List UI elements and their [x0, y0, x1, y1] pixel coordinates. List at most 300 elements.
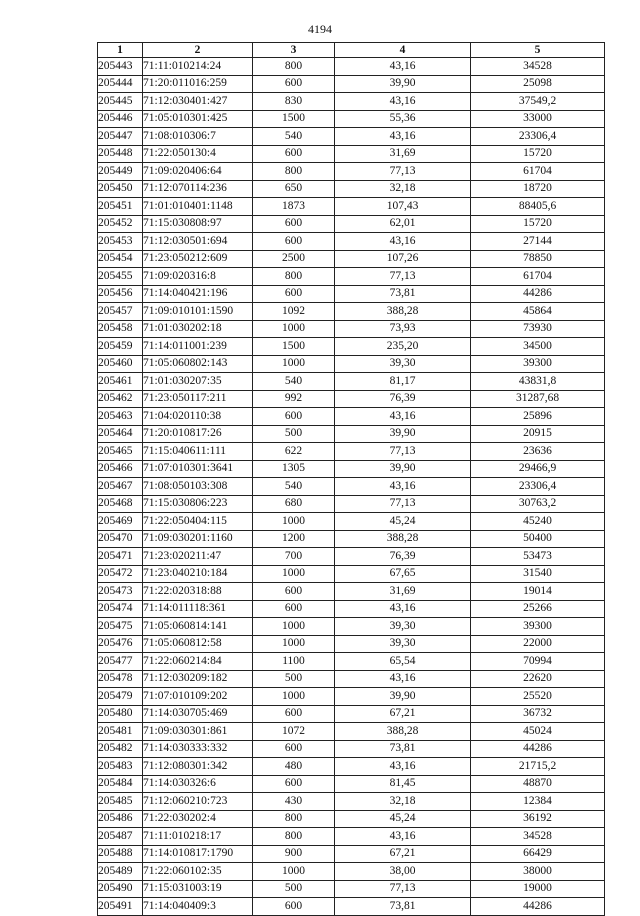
- row-number-cell: 205482: [98, 740, 143, 758]
- row-number-cell: 205453: [98, 233, 143, 251]
- table-row: [98, 478, 605, 496]
- table-row: [98, 163, 605, 181]
- value-cell: 20915: [471, 425, 605, 443]
- value-cell: 61704: [471, 268, 605, 286]
- row-number-cell: 205457: [98, 303, 143, 321]
- area-cell: 1500: [253, 338, 335, 356]
- rate-cell: 388,28: [335, 530, 471, 548]
- value-cell: 34528: [471, 828, 605, 846]
- value-cell: 25520: [471, 688, 605, 706]
- cadastral-number-cell: 71:01:010401:1148: [143, 198, 253, 216]
- table-row: [98, 198, 605, 216]
- area-cell: 600: [253, 705, 335, 723]
- area-cell: 900: [253, 845, 335, 863]
- area-cell: 1000: [253, 863, 335, 881]
- cadastral-number-cell: 71:12:060210:723: [143, 793, 253, 811]
- value-cell: 38000: [471, 863, 605, 881]
- table-row: [98, 723, 605, 741]
- area-cell: 1000: [253, 355, 335, 373]
- value-cell: 23636: [471, 443, 605, 461]
- value-cell: 19000: [471, 880, 605, 898]
- row-number-cell: 205481: [98, 723, 143, 741]
- area-cell: 600: [253, 775, 335, 793]
- table-row: [98, 75, 605, 93]
- cadastral-number-cell: 71:07:010301:3641: [143, 460, 253, 478]
- table-row: [98, 425, 605, 443]
- value-cell: 25896: [471, 408, 605, 426]
- row-number-cell: 205479: [98, 688, 143, 706]
- row-number-cell: 205490: [98, 880, 143, 898]
- rate-cell: 73,81: [335, 285, 471, 303]
- rate-cell: 76,39: [335, 390, 471, 408]
- row-number-cell: 205459: [98, 338, 143, 356]
- area-cell: 800: [253, 163, 335, 181]
- rate-cell: 45,24: [335, 810, 471, 828]
- cadastral-number-cell: 71:15:030808:97: [143, 215, 253, 233]
- row-number-cell: 205462: [98, 390, 143, 408]
- cadastral-number-cell: 71:23:020211:47: [143, 548, 253, 566]
- page-number: 4194: [308, 22, 332, 36]
- value-cell: 66429: [471, 845, 605, 863]
- rate-cell: 388,28: [335, 723, 471, 741]
- cadastral-number-cell: 71:14:040409:3: [143, 898, 253, 916]
- cadastral-number-cell: 71:23:050212:609: [143, 250, 253, 268]
- area-cell: 600: [253, 285, 335, 303]
- value-cell: 23306,4: [471, 478, 605, 496]
- rate-cell: 43,16: [335, 233, 471, 251]
- area-cell: 500: [253, 425, 335, 443]
- row-number-cell: 205474: [98, 600, 143, 618]
- table-row: [98, 93, 605, 111]
- value-cell: 29466,9: [471, 460, 605, 478]
- cadastral-number-cell: 71:14:040421:196: [143, 285, 253, 303]
- table-row: [98, 495, 605, 513]
- row-number-cell: 205475: [98, 618, 143, 636]
- column-header: 3: [253, 43, 335, 58]
- cadastral-number-cell: 71:08:050103:308: [143, 478, 253, 496]
- value-cell: 44286: [471, 285, 605, 303]
- value-cell: 33000: [471, 110, 605, 128]
- rate-cell: 38,00: [335, 863, 471, 881]
- table-row: [98, 600, 605, 618]
- cadastral-number-cell: 71:15:030806:223: [143, 495, 253, 513]
- value-cell: 31287,68: [471, 390, 605, 408]
- row-number-cell: 205466: [98, 460, 143, 478]
- header-row: [98, 43, 605, 58]
- value-cell: 37549,2: [471, 93, 605, 111]
- table-row: [98, 58, 605, 76]
- rate-cell: 31,69: [335, 583, 471, 601]
- row-number-cell: 205488: [98, 845, 143, 863]
- row-number-cell: 205452: [98, 215, 143, 233]
- value-cell: 25098: [471, 75, 605, 93]
- rate-cell: 67,21: [335, 845, 471, 863]
- cadastral-number-cell: 71:20:010817:26: [143, 425, 253, 443]
- cadastral-number-cell: 71:01:030202:18: [143, 320, 253, 338]
- cadastral-number-cell: 71:20:011016:259: [143, 75, 253, 93]
- area-cell: 1000: [253, 618, 335, 636]
- area-cell: 600: [253, 740, 335, 758]
- table-row: [98, 810, 605, 828]
- rate-cell: 31,69: [335, 145, 471, 163]
- value-cell: 30763,2: [471, 495, 605, 513]
- rate-cell: 81,17: [335, 373, 471, 391]
- cadastral-number-cell: 71:12:080301:342: [143, 758, 253, 776]
- value-cell: 18720: [471, 180, 605, 198]
- row-number-cell: 205446: [98, 110, 143, 128]
- cadastral-number-cell: 71:23:050117:211: [143, 390, 253, 408]
- rate-cell: 39,30: [335, 635, 471, 653]
- cadastral-number-cell: 71:05:010301:425: [143, 110, 253, 128]
- area-cell: 600: [253, 215, 335, 233]
- value-cell: 34528: [471, 58, 605, 76]
- row-number-cell: 205463: [98, 408, 143, 426]
- value-cell: 61704: [471, 163, 605, 181]
- column-header: 4: [335, 43, 471, 58]
- table-row: [98, 285, 605, 303]
- rate-cell: 76,39: [335, 548, 471, 566]
- area-cell: 800: [253, 268, 335, 286]
- cadastral-number-cell: 71:22:030202:4: [143, 810, 253, 828]
- cadastral-number-cell: 71:05:060812:58: [143, 635, 253, 653]
- row-number-cell: 205477: [98, 653, 143, 671]
- rate-cell: 43,16: [335, 478, 471, 496]
- rate-cell: 67,65: [335, 565, 471, 583]
- cadastral-number-cell: 71:09:030201:1160: [143, 530, 253, 548]
- value-cell: 45864: [471, 303, 605, 321]
- rate-cell: 39,90: [335, 75, 471, 93]
- table-row: [98, 670, 605, 688]
- row-number-cell: 205483: [98, 758, 143, 776]
- value-cell: 39300: [471, 355, 605, 373]
- area-cell: 1100: [253, 653, 335, 671]
- cadastral-number-cell: 71:04:020110:38: [143, 408, 253, 426]
- column-header: 1: [98, 43, 143, 58]
- table-row: [98, 688, 605, 706]
- row-number-cell: 205486: [98, 810, 143, 828]
- table-row: [98, 548, 605, 566]
- table-row: [98, 828, 605, 846]
- area-cell: 830: [253, 93, 335, 111]
- area-cell: 650: [253, 180, 335, 198]
- rate-cell: 32,18: [335, 180, 471, 198]
- row-number-cell: 205468: [98, 495, 143, 513]
- area-cell: 1305: [253, 460, 335, 478]
- row-number-cell: 205443: [98, 58, 143, 76]
- row-number-cell: 205476: [98, 635, 143, 653]
- value-cell: 23306,4: [471, 128, 605, 146]
- row-number-cell: 205480: [98, 705, 143, 723]
- row-number-cell: 205449: [98, 163, 143, 181]
- rate-cell: 77,13: [335, 880, 471, 898]
- rate-cell: 43,16: [335, 58, 471, 76]
- table-row: [98, 530, 605, 548]
- row-number-cell: 205485: [98, 793, 143, 811]
- table-row: [98, 740, 605, 758]
- value-cell: 39300: [471, 618, 605, 636]
- value-cell: 25266: [471, 600, 605, 618]
- area-cell: 600: [253, 600, 335, 618]
- area-cell: 540: [253, 373, 335, 391]
- cadastral-number-cell: 71:22:060214:84: [143, 653, 253, 671]
- cadastral-number-cell: 71:14:030705:469: [143, 705, 253, 723]
- table-row: [98, 863, 605, 881]
- row-number-cell: 205445: [98, 93, 143, 111]
- cadastral-number-cell: 71:11:010214:24: [143, 58, 253, 76]
- row-number-cell: 205451: [98, 198, 143, 216]
- area-cell: 1092: [253, 303, 335, 321]
- table-row: [98, 303, 605, 321]
- cadastral-number-cell: 71:12:070114:236: [143, 180, 253, 198]
- row-number-cell: 205484: [98, 775, 143, 793]
- value-cell: 15720: [471, 215, 605, 233]
- area-cell: 600: [253, 898, 335, 916]
- cadastral-number-cell: 71:14:011118:361: [143, 600, 253, 618]
- rate-cell: 45,24: [335, 513, 471, 531]
- value-cell: 53473: [471, 548, 605, 566]
- table-row: [98, 233, 605, 251]
- value-cell: 73930: [471, 320, 605, 338]
- rate-cell: 107,43: [335, 198, 471, 216]
- table-row: [98, 110, 605, 128]
- table-row: [98, 128, 605, 146]
- table-row: [98, 145, 605, 163]
- row-number-cell: 205444: [98, 75, 143, 93]
- rate-cell: 65,54: [335, 653, 471, 671]
- rate-cell: 43,16: [335, 670, 471, 688]
- rate-cell: 43,16: [335, 600, 471, 618]
- value-cell: 44286: [471, 898, 605, 916]
- row-number-cell: 205455: [98, 268, 143, 286]
- value-cell: 43831,8: [471, 373, 605, 391]
- cadastral-number-cell: 71:12:030501:694: [143, 233, 253, 251]
- table-row: [98, 880, 605, 898]
- cadastral-number-cell: 71:12:030209:182: [143, 670, 253, 688]
- row-number-cell: 205487: [98, 828, 143, 846]
- value-cell: 45240: [471, 513, 605, 531]
- table-row: [98, 635, 605, 653]
- area-cell: 992: [253, 390, 335, 408]
- cadastral-number-cell: 71:11:010218:17: [143, 828, 253, 846]
- rate-cell: 43,16: [335, 828, 471, 846]
- row-number-cell: 205471: [98, 548, 143, 566]
- rate-cell: 388,28: [335, 303, 471, 321]
- rate-cell: 77,13: [335, 443, 471, 461]
- table-row: [98, 338, 605, 356]
- area-cell: 600: [253, 583, 335, 601]
- area-cell: 1000: [253, 320, 335, 338]
- area-cell: 500: [253, 670, 335, 688]
- area-cell: 1072: [253, 723, 335, 741]
- table-row: [98, 268, 605, 286]
- rate-cell: 39,90: [335, 688, 471, 706]
- rate-cell: 43,16: [335, 128, 471, 146]
- rate-cell: 67,21: [335, 705, 471, 723]
- cadastral-number-cell: 71:09:030301:861: [143, 723, 253, 741]
- rate-cell: 77,13: [335, 268, 471, 286]
- row-number-cell: 205447: [98, 128, 143, 146]
- row-number-cell: 205454: [98, 250, 143, 268]
- table-row: [98, 793, 605, 811]
- cadastral-number-cell: 71:14:011001:239: [143, 338, 253, 356]
- table-row: [98, 775, 605, 793]
- rate-cell: 62,01: [335, 215, 471, 233]
- cadastral-number-cell: 71:14:030326:6: [143, 775, 253, 793]
- value-cell: 27144: [471, 233, 605, 251]
- cadastral-number-cell: 71:07:010109:202: [143, 688, 253, 706]
- rate-cell: 77,13: [335, 495, 471, 513]
- value-cell: 48870: [471, 775, 605, 793]
- value-cell: 36732: [471, 705, 605, 723]
- table-row: [98, 373, 605, 391]
- row-number-cell: 205470: [98, 530, 143, 548]
- table-row: [98, 583, 605, 601]
- value-cell: 44286: [471, 740, 605, 758]
- row-number-cell: 205478: [98, 670, 143, 688]
- area-cell: 1500: [253, 110, 335, 128]
- table-row: [98, 758, 605, 776]
- rate-cell: 73,81: [335, 898, 471, 916]
- rate-cell: 39,90: [335, 460, 471, 478]
- area-cell: 800: [253, 58, 335, 76]
- table-row: [98, 618, 605, 636]
- table-row: [98, 250, 605, 268]
- area-cell: 600: [253, 75, 335, 93]
- cadastral-number-cell: 71:05:060802:143: [143, 355, 253, 373]
- value-cell: 22620: [471, 670, 605, 688]
- cadastral-number-cell: 71:15:031003:19: [143, 880, 253, 898]
- rate-cell: 43,16: [335, 93, 471, 111]
- row-number-cell: 205489: [98, 863, 143, 881]
- area-cell: 680: [253, 495, 335, 513]
- area-cell: 1000: [253, 513, 335, 531]
- area-cell: 540: [253, 128, 335, 146]
- rate-cell: 43,16: [335, 408, 471, 426]
- rate-cell: 73,81: [335, 740, 471, 758]
- cadastral-number-cell: 71:22:020318:88: [143, 583, 253, 601]
- value-cell: 12384: [471, 793, 605, 811]
- value-cell: 78850: [471, 250, 605, 268]
- value-cell: 45024: [471, 723, 605, 741]
- area-cell: 600: [253, 408, 335, 426]
- table-row: [98, 390, 605, 408]
- row-number-cell: 205456: [98, 285, 143, 303]
- row-number-cell: 205467: [98, 478, 143, 496]
- rate-cell: 77,13: [335, 163, 471, 181]
- row-number-cell: 205464: [98, 425, 143, 443]
- table-row: [98, 460, 605, 478]
- cadastral-number-cell: 71:12:030401:427: [143, 93, 253, 111]
- table-row: [98, 898, 605, 916]
- value-cell: 31540: [471, 565, 605, 583]
- table-row: [98, 845, 605, 863]
- row-number-cell: 205448: [98, 145, 143, 163]
- area-cell: 800: [253, 810, 335, 828]
- table-row: [98, 443, 605, 461]
- area-cell: 1000: [253, 635, 335, 653]
- value-cell: 22000: [471, 635, 605, 653]
- row-number-cell: 205465: [98, 443, 143, 461]
- value-cell: 50400: [471, 530, 605, 548]
- row-number-cell: 205458: [98, 320, 143, 338]
- rate-cell: 235,20: [335, 338, 471, 356]
- value-cell: 21715,2: [471, 758, 605, 776]
- row-number-cell: 205450: [98, 180, 143, 198]
- row-number-cell: 205460: [98, 355, 143, 373]
- rate-cell: 55,36: [335, 110, 471, 128]
- row-number-cell: 205469: [98, 513, 143, 531]
- table-row: [98, 565, 605, 583]
- cadastral-number-cell: 71:15:040611:111: [143, 443, 253, 461]
- area-cell: 480: [253, 758, 335, 776]
- table-row: [98, 513, 605, 531]
- area-cell: 622: [253, 443, 335, 461]
- cadastral-number-cell: 71:22:050130:4: [143, 145, 253, 163]
- table-row: [98, 653, 605, 671]
- table-row: [98, 408, 605, 426]
- rate-cell: 73,93: [335, 320, 471, 338]
- row-number-cell: 205491: [98, 898, 143, 916]
- data-table: [97, 42, 605, 916]
- value-cell: 36192: [471, 810, 605, 828]
- cadastral-number-cell: 71:09:020316:8: [143, 268, 253, 286]
- rate-cell: 39,90: [335, 425, 471, 443]
- area-cell: 540: [253, 478, 335, 496]
- table-row: [98, 355, 605, 373]
- rate-cell: 39,30: [335, 355, 471, 373]
- value-cell: 15720: [471, 145, 605, 163]
- area-cell: 500: [253, 880, 335, 898]
- area-cell: 1873: [253, 198, 335, 216]
- cadastral-number-cell: 71:08:010306:7: [143, 128, 253, 146]
- table-row: [98, 705, 605, 723]
- rate-cell: 43,16: [335, 758, 471, 776]
- column-header: 2: [143, 43, 253, 58]
- rate-cell: 39,30: [335, 618, 471, 636]
- rate-cell: 81,45: [335, 775, 471, 793]
- area-cell: 1200: [253, 530, 335, 548]
- area-cell: 430: [253, 793, 335, 811]
- row-number-cell: 205461: [98, 373, 143, 391]
- cadastral-number-cell: 71:09:020406:64: [143, 163, 253, 181]
- cadastral-number-cell: 71:09:010101:1590: [143, 303, 253, 321]
- value-cell: 34500: [471, 338, 605, 356]
- cadastral-number-cell: 71:23:040210:184: [143, 565, 253, 583]
- cadastral-number-cell: 71:01:030207:35: [143, 373, 253, 391]
- value-cell: 70994: [471, 653, 605, 671]
- rate-cell: 107,26: [335, 250, 471, 268]
- column-header: 5: [471, 43, 605, 58]
- table-row: [98, 215, 605, 233]
- cadastral-number-cell: 71:14:010817:1790: [143, 845, 253, 863]
- cadastral-number-cell: 71:05:060814:141: [143, 618, 253, 636]
- row-number-cell: 205473: [98, 583, 143, 601]
- area-cell: 2500: [253, 250, 335, 268]
- area-cell: 600: [253, 233, 335, 251]
- cadastral-number-cell: 71:14:030333:332: [143, 740, 253, 758]
- table-row: [98, 180, 605, 198]
- rate-cell: 32,18: [335, 793, 471, 811]
- area-cell: 1000: [253, 565, 335, 583]
- area-cell: 1000: [253, 688, 335, 706]
- table-row: [98, 320, 605, 338]
- row-number-cell: 205472: [98, 565, 143, 583]
- value-cell: 88405,6: [471, 198, 605, 216]
- area-cell: 800: [253, 828, 335, 846]
- cadastral-number-cell: 71:22:060102:35: [143, 863, 253, 881]
- area-cell: 700: [253, 548, 335, 566]
- area-cell: 600: [253, 145, 335, 163]
